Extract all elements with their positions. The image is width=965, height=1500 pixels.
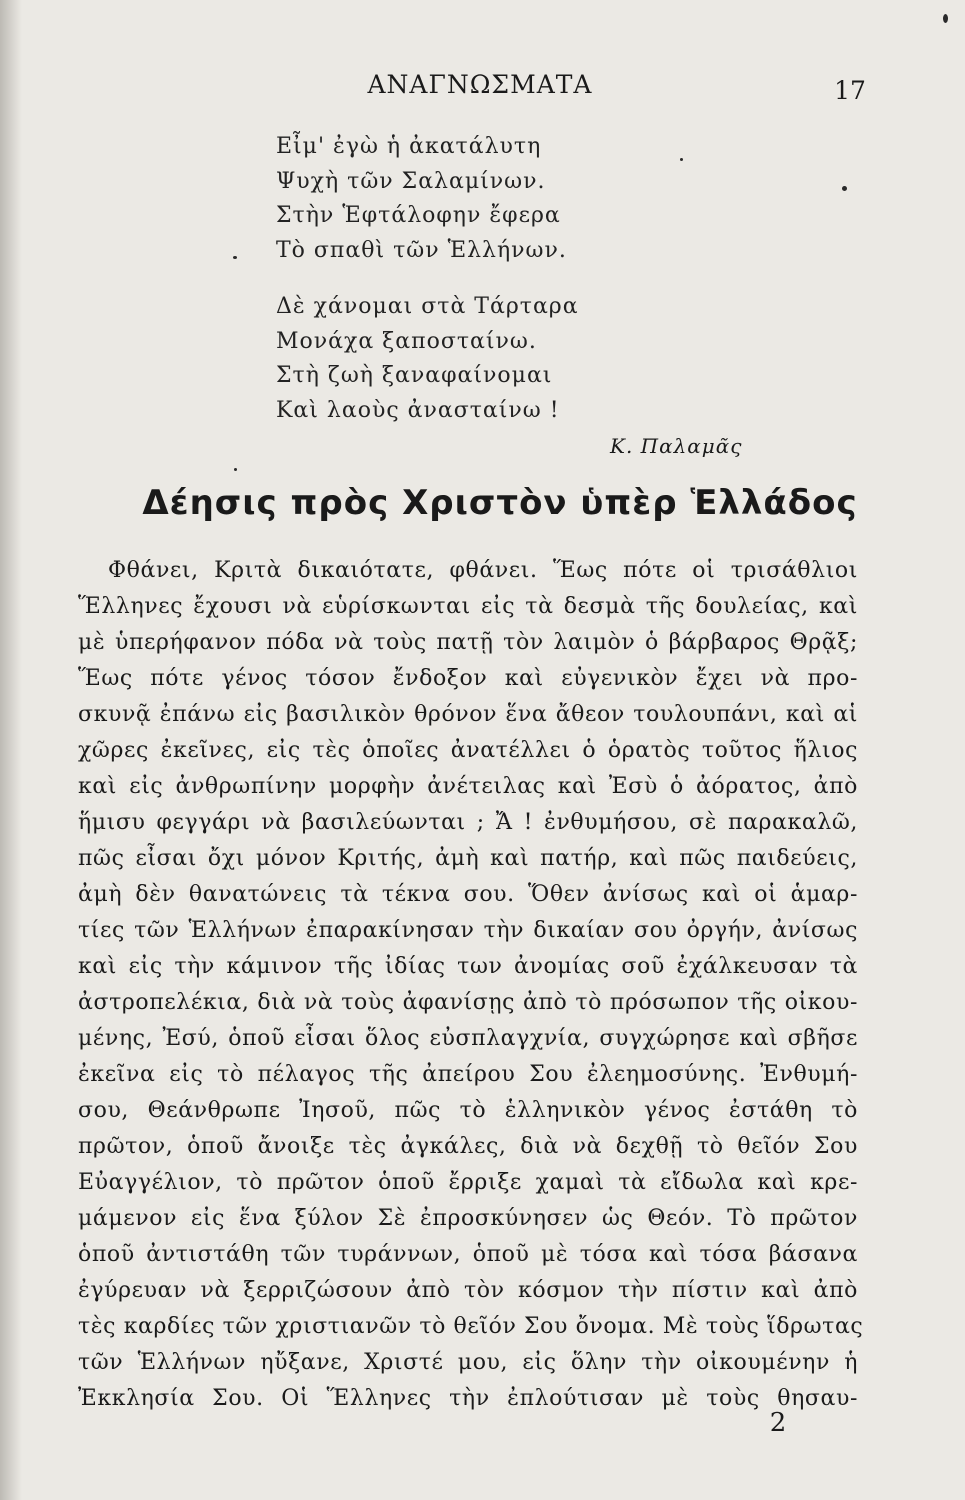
verse-line: Στὴν Ἑφτάλοφην ἔφερα xyxy=(276,203,561,228)
prose-line: τῶν Ἑλλήνων ηὔξανε, Χριστέ μου, εἰς ὅλην τὴν οἰκουμένην ἡ xyxy=(78,1350,858,1375)
prose-line: Εὐαγγέλιον, τὸ πρῶτον ὁποῦ ἔρριξε χαμαὶ τὰ εἴδωλα καὶ κρε- xyxy=(78,1170,858,1195)
prose-line: χῶρες ἐκεῖνες, εἰς τὲς ὁποῖες ἀνατέλλει ὁ ὁρατὸς τοῦτος ἥλιος xyxy=(78,738,858,763)
verse-line: Στὴ ζωὴ ξαναφαίνομαι xyxy=(276,363,553,388)
print-speck xyxy=(680,158,683,161)
poem-author: Κ. Παλαμᾶς xyxy=(610,434,743,458)
prose-line: Φθάνει, Κριτὰ δικαιότατε, φθάνει. Ἕως πότε οἱ τρισάθλιοι xyxy=(108,558,858,583)
prose-line: τὲς καρδίες τῶν χριστιανῶν τὸ θεῖόν Σου ὄνομα. Μὲ τοὺς ἵδρωτας xyxy=(78,1314,864,1339)
prose-line: μὲ ὑπερήφανον πόδα νὰ τοὺς πατῇ τὸν λαιμὸν ὁ βάρβαρος Θρᾷξ; xyxy=(78,630,858,655)
prose-line: καὶ εἰς τὴν κάμινον τῆς ἰδίας των ἀνομίας σοῦ ἐχάλκευσαν τὰ xyxy=(78,954,858,979)
prose-line: Ἐκκλησία Σου. Οἱ Ἕλληνες τὴν ἐπλούτισαν μὲ τοὺς θησαυ- xyxy=(78,1386,858,1411)
page-number: 17 xyxy=(834,76,866,105)
section-title: Δέησις πρὸς Χριστὸν ὑπὲρ Ἑλλάδος xyxy=(142,483,858,523)
print-speck xyxy=(233,256,237,259)
verse-line: Καὶ λαοὺς ἀνασταίνω ! xyxy=(276,397,560,423)
verse-line: Μονάχα ξαποσταίνω. xyxy=(276,328,537,354)
prose-line: καὶ εἰς ἀνθρωπίνην μορφὴν ἀνέτειλας καὶ Ἐσὺ ὁ ἀόρατος, ἀπὸ xyxy=(78,774,858,799)
running-head: ΑΝΑΓΝΩΣΜΑΤΑ xyxy=(367,70,593,99)
prose-line: σου, Θεάνθρωπε Ἰησοῦ, πῶς τὸ ἑλληνικὸν γένος ἐστάθη τὸ xyxy=(78,1098,858,1123)
prose-line: μένης, Ἐσύ, ὁποῦ εἶσαι ὅλος εὐσπλαγχνία, συγχώρησε καὶ σβῆσε xyxy=(78,1026,858,1051)
verse-line: Ψυχὴ τῶν Σαλαμίνων. xyxy=(276,168,546,194)
print-speck xyxy=(234,468,237,471)
print-speck xyxy=(943,14,948,23)
prose-line: Ἕλληνες ἔχουσι νὰ εὑρίσκωνται εἰς τὰ δεσμὰ τῆς δουλείας, καὶ xyxy=(78,594,858,619)
poem xyxy=(276,130,579,450)
signature-mark: 2 xyxy=(769,1408,787,1438)
print-speck xyxy=(842,186,847,191)
prose-line: σκυνᾷ ἐπάνω εἰς βασιλικὸν θρόνον ἕνα ἄθεον τουλουπάνι, καὶ αἱ xyxy=(78,702,858,727)
prose-line: μάμενον εἰς ἕνα ξύλον Σὲ ἐπροσκύνησεν ὡς Θεόν. Τὸ πρῶτον xyxy=(78,1206,858,1231)
prose-line: ἐκεῖνα εἰς τὸ πέλαγος τῆς ἀπείρου Σου ἐλεημοσύνης. Ἐνθυμή- xyxy=(78,1062,858,1087)
page-shadow-edge xyxy=(0,0,22,1500)
verse-line: Τὸ σπαθὶ τῶν Ἑλλήνων. xyxy=(276,237,567,263)
prose-line: ὁποῦ ἀντιστάθη τῶν τυράννων, ὁποῦ μὲ τόσα καὶ τόσα βάσανα xyxy=(78,1242,858,1267)
prose-line: ἀστροπελέκια, διὰ νὰ τοὺς ἀφανίσῃς ἀπὸ τὸ πρόσωπον τῆς οἰκου- xyxy=(78,990,858,1015)
prose-line: ἐγύρευαν νὰ ξερριζώσουν ἀπὸ τὸν κόσμον τὴν πίστιν καὶ ἀπὸ xyxy=(78,1278,858,1303)
verse-line: Δὲ χάνομαι στὰ Τάρταρα xyxy=(276,294,579,319)
prose-body xyxy=(78,553,864,1417)
prose-line: πῶς εἶσαι ὄχι μόνον Κριτής, ἀμὴ καὶ πατήρ, καὶ πῶς παιδεύεις, xyxy=(78,846,858,871)
prose-line: πρῶτον, ὁποῦ ἄνοιξε τὲς ἀγκάλες, διὰ νὰ δεχθῇ τὸ θεῖόν Σου xyxy=(78,1134,858,1159)
verse-line: Εἶμ' ἐγὼ ἡ ἀκατάλυτη xyxy=(276,134,542,159)
stanza-1 xyxy=(276,130,579,268)
prose-line: Ἕως πότε γένος τόσον ἔνδοξον καὶ εὐγενικὸν ἔχει νὰ προ- xyxy=(78,666,858,691)
prose-line: ἀμὴ δὲν θανατώνεις τὰ τέκνα σου. Ὅθεν ἀνίσως καὶ οἱ ἁμαρ- xyxy=(78,882,858,907)
prose-line: τίες τῶν Ἑλλήνων ἐπαρακίνησαν τὴν δικαίαν σου ὀργήν, ἀνίσως xyxy=(78,918,858,943)
stanza-2 xyxy=(276,290,579,428)
prose-line: ἥμισυ φεγγάρι νὰ βασιλεύωνται ; Ἄ ! ἐνθυμήσου, σὲ παρακαλῶ, xyxy=(78,810,858,835)
